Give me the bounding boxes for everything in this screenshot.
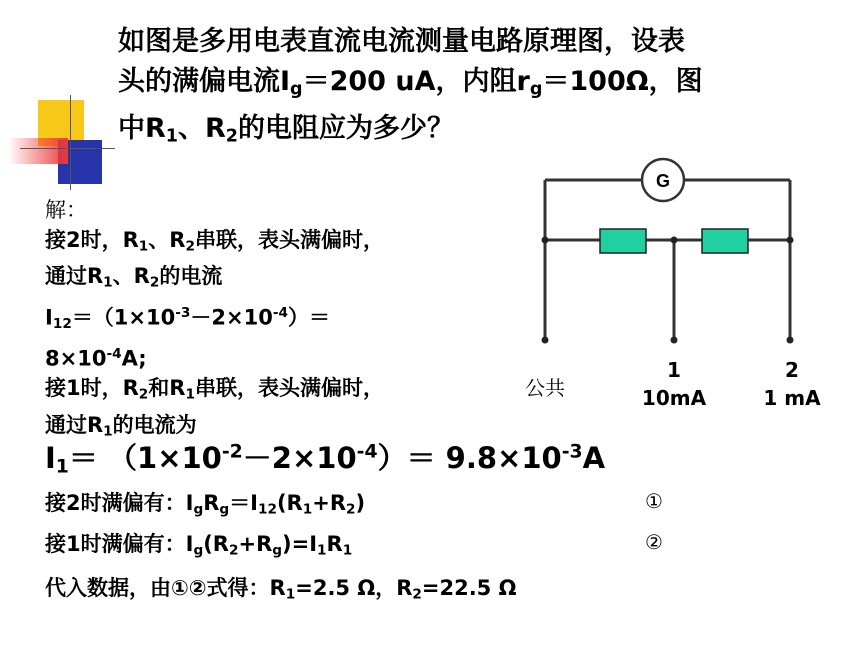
equation-1-marker: ①	[645, 489, 663, 513]
equation-2: 接1时满偏有：$I_g(R_2+R_g)=I_1R_1$	[45, 532, 353, 559]
terminal-2-dot	[787, 337, 794, 344]
solution-block	[45, 195, 384, 446]
terminal-1-number: 1	[667, 358, 681, 382]
problem-line-2: 头的满偏电流$I_g=200$ uA，内阻$r_g=100\Omega$，图	[118, 66, 703, 100]
equation-2-marker: ②	[645, 530, 663, 554]
solution-line-5: $8\times 10^{-4}A$;	[45, 345, 147, 371]
terminal-1-rating: 10mA	[641, 386, 707, 410]
equation-1: 接2时满偏有：$I_gR_g=I_{12}(R_1+R_2)$	[45, 491, 366, 518]
resistor-r1	[600, 229, 646, 253]
galvanometer-label: G	[655, 171, 671, 191]
terminal-2-rating: 1 mA	[763, 386, 821, 410]
terminal-2-number: 2	[785, 358, 799, 382]
result-line: 代入数据，由①②式得：$R_1=2.5$ Ω，$R_2=22.5$ Ω	[45, 576, 517, 603]
resistor-r2	[702, 229, 748, 253]
junction-left-mid	[542, 237, 549, 244]
junction-right-mid	[787, 237, 794, 244]
terminal-common-label: 公共	[525, 376, 565, 400]
terminal-1-dot	[671, 337, 678, 344]
problem-line-3: 中$R_1$、$R_2$的电阻应为多少？	[118, 113, 454, 147]
terminal-common-dot	[542, 337, 549, 344]
junction-center	[671, 237, 678, 244]
solution-line-7: 通过$R_1$的电流为	[45, 412, 197, 440]
solution-line-6: 接1时，$R_2$和$R_1$串联，表头满偏时，	[45, 376, 384, 403]
solution-heading: 解：	[45, 198, 87, 222]
current-i1-equation: $I_1= (1\times 10^{-2}-2\times 10^{-4})= 9.8\times 10^{-3}A$	[45, 441, 606, 478]
solution-line-4: $I_{12}=(1\times 10^{-3}-2\times 10^{-4})=$	[45, 304, 330, 332]
solution-line-2: 接2时，$R_1$、$R_2$串联，表头满偏时，	[45, 228, 384, 255]
problem-line-1: 如图是多用电表直流电流测量电路原理图，设表	[118, 26, 685, 57]
solution-line-3: 通过$R_1$、$R_2$的电流	[45, 264, 223, 291]
